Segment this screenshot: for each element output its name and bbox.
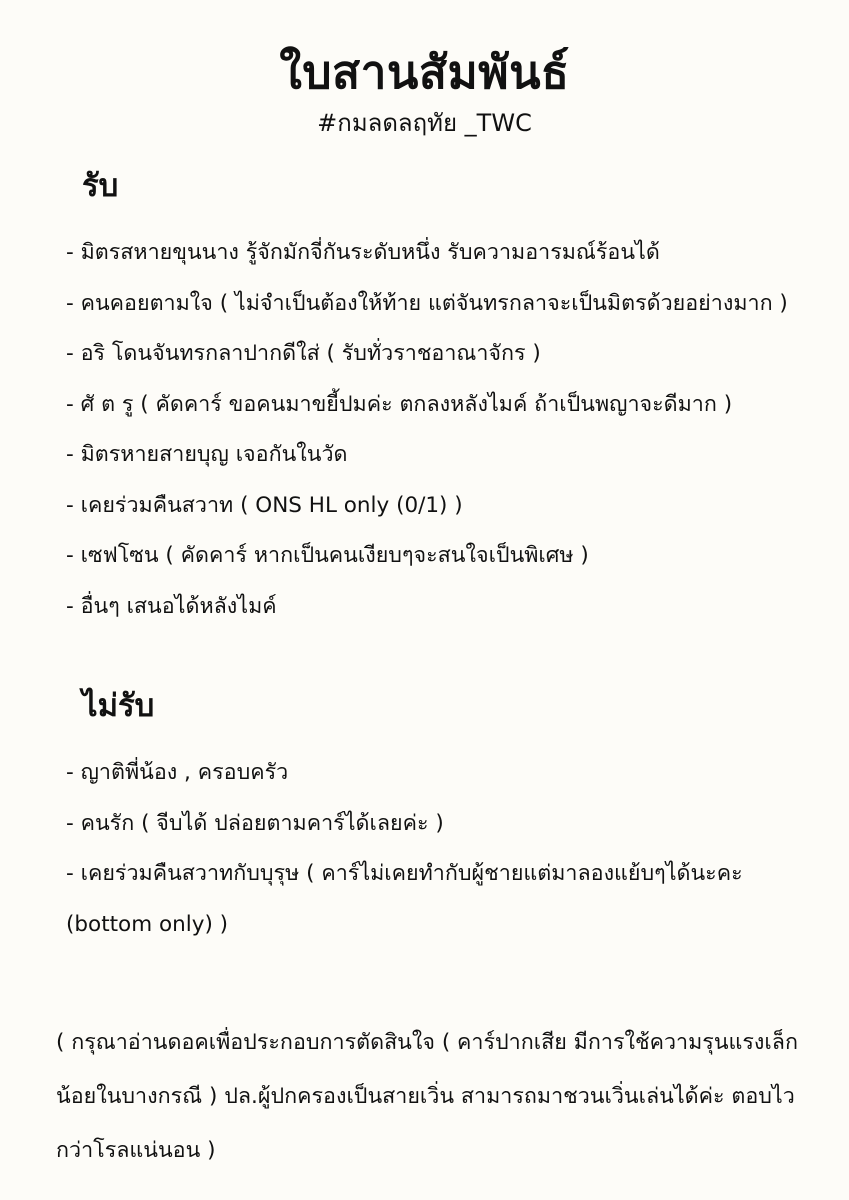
- list-item: - คนคอยตามใจ ( ไม่จำเป็นต้องให้ท้าย แต่จันทรกลาจะเป็นมิตรด้วยอย่างมาก ): [66, 290, 788, 316]
- reject-list: [66, 748, 786, 950]
- list-item: - อริ โดนจันทรกลาปากดีใส่ ( รับทั่วราชอาณาจักร ): [66, 341, 541, 366]
- list-item: - อื่นๆ เสนอได้หลังไมค์: [66, 593, 277, 619]
- reject-heading: ไม่รับ: [82, 688, 155, 724]
- list-item: - เซฟโซน ( คัดคาร์ หากเป็นคนเงียบๆจะสนใจเป็นพิเศษ ): [66, 543, 589, 568]
- list-item: - มิตรหายสายบุญ เจอกันในวัด: [66, 442, 348, 467]
- list-item: - มิตรสหายขุนนาง รู้จักมักจี่กันระดับหนึ่ง รับความอารมณ์ร้อนได้: [66, 240, 660, 265]
- list-item: - ญาติพี่น้อง , ครอบครัว: [66, 760, 289, 785]
- list-item: - เคยร่วมคืนสวาท ( ONS HL only (0/1) ): [66, 492, 463, 518]
- accept-list: [66, 228, 788, 632]
- note-paragraph: ( กรุณาอ่านดอคเพื่อประกอบการตัดสินใจ ( คาร์ปากเสีย มีการใช้ความรุนแรงเล็กน้อยในบางกรณี ) ปล.ผู้ปกครองเป็นสายเวิ่น สามารถมาชวนเวิ่นเล่นได้ค่ะ ตอบไวกว่าโรลแน่นอน ): [56, 1030, 798, 1163]
- list-item: - ศั ต รู ( คัดคาร์ ขอคนมาขยี้ปมค่ะ ตกลงหลังไมค์ ถ้าเป็นพญาจะดีมาก ): [66, 391, 733, 417]
- accept-heading: รับ: [82, 168, 119, 204]
- page-subtitle: #กมลดลฤทัย _TWC: [317, 109, 532, 137]
- page-title: ใบสานสัมพันธ์: [279, 45, 570, 99]
- list-item: - คนรัก ( จีบได้ ปล่อยตามคาร์ได้เลยค่ะ ): [66, 810, 444, 836]
- list-item: - เคยร่วมคืนสวาทกับบุรุษ ( คาร์ไม่เคยทำกับผู้ชายแต่มาลองแย้บๆได้นะคะ (bottom only) ): [66, 861, 743, 937]
